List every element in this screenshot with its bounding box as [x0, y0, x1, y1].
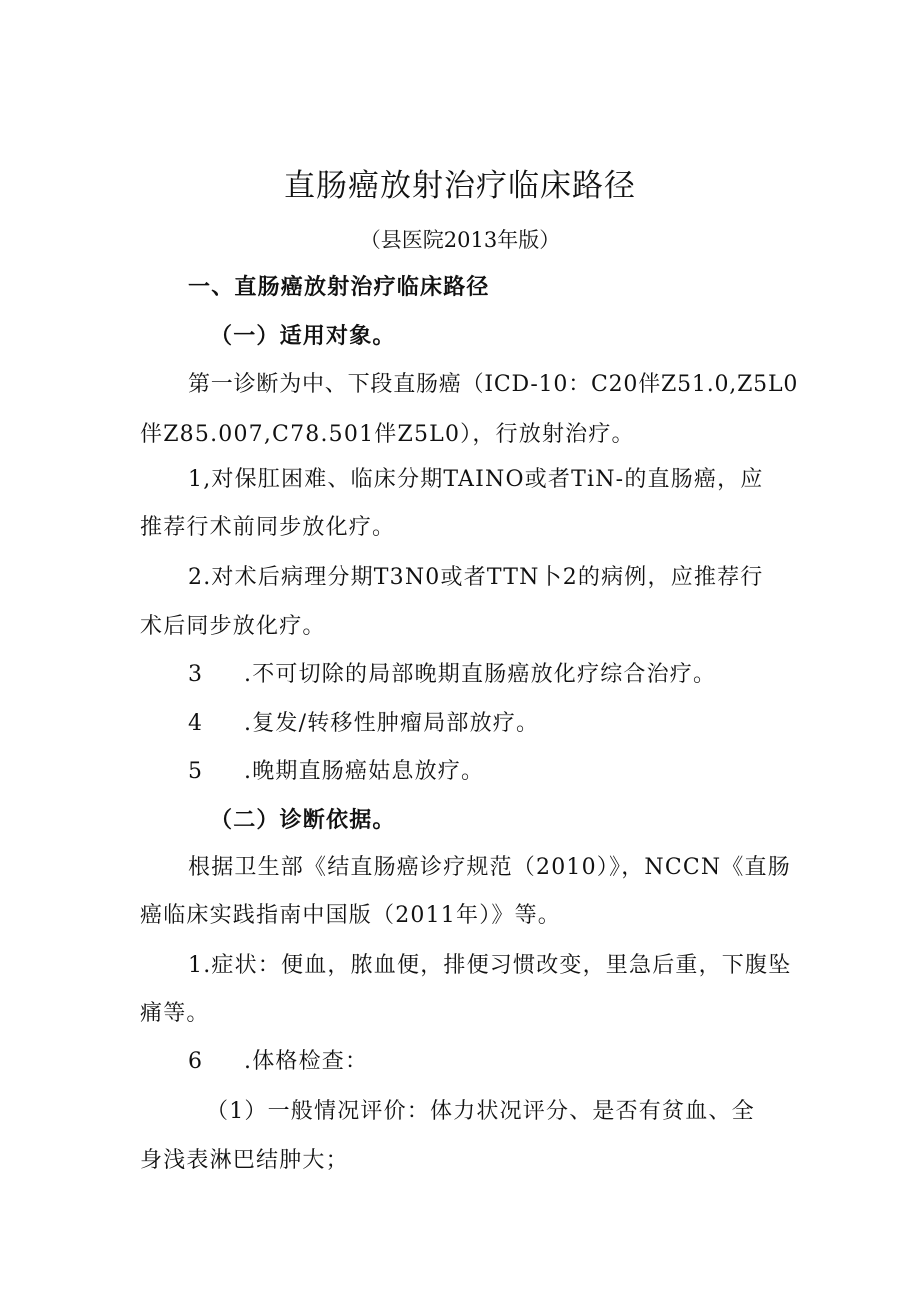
- subsection-heading-applicable: （一）适用对象。: [210, 324, 396, 349]
- list-item: [188, 709, 539, 739]
- section-heading: 一、直肠癌放射治疗临床路径: [188, 275, 490, 300]
- list-item-line: 术后同步放化疗。: [140, 614, 326, 639]
- list-item-text: .晚期直肠癌姑息放疗。: [244, 759, 485, 784]
- list-item-line: 1,对保肛困难、临床分期TAINO或者TiN-的直肠癌，应: [188, 467, 764, 492]
- list-item: [188, 1047, 368, 1077]
- list-item: [188, 660, 716, 690]
- list-item: [188, 757, 484, 787]
- paragraph-line: 伴Z85.007,C78.501伴Z5L0），行放射治疗。: [140, 422, 635, 447]
- list-item-text: .复发/转移性肿瘤局部放疗。: [244, 711, 540, 736]
- list-item-number: 4: [188, 711, 204, 736]
- paragraph-line: 癌临床实践指南中国版（2011年）》等。: [140, 903, 561, 928]
- list-item-number: 3: [188, 662, 204, 687]
- list-item-text: .体格检查：: [244, 1049, 369, 1074]
- paragraph-line: 根据卫生部《结直肠癌诊疗规范（2010）》，NCCN《直肠: [188, 855, 791, 880]
- list-item-number: 6: [188, 1049, 204, 1074]
- list-item-line: 痛等。: [140, 1001, 210, 1026]
- list-item-line: 身浅表淋巴结肿大；: [140, 1148, 349, 1173]
- list-item-line: 1.症状：便血，脓血便，排便习惯改变，里急后重，下腹坠: [188, 953, 792, 978]
- document-subtitle: （县医院2013年版）: [359, 228, 561, 252]
- document-title: 直肠癌放射治疗临床路径: [284, 168, 636, 204]
- list-item-line: 推荐行术前同步放化疗。: [140, 515, 396, 540]
- list-item-line: （1）一般情况评价：体力状况评分、是否有贫血、全: [206, 1099, 755, 1124]
- list-item-text: .不可切除的局部晚期直肠癌放化疗综合治疗。: [244, 662, 717, 687]
- list-item-line: 2.对术后病理分期T3N0或者TTN卜2的病例，应推荐行: [188, 565, 764, 590]
- list-item-number: 5: [188, 759, 204, 784]
- paragraph-line: 第一诊断为中、下段直肠癌（ICD-10：C20伴Z51.0,Z5L0: [188, 372, 799, 397]
- subsection-heading-diagnosis: （二）诊断依据。: [210, 808, 396, 833]
